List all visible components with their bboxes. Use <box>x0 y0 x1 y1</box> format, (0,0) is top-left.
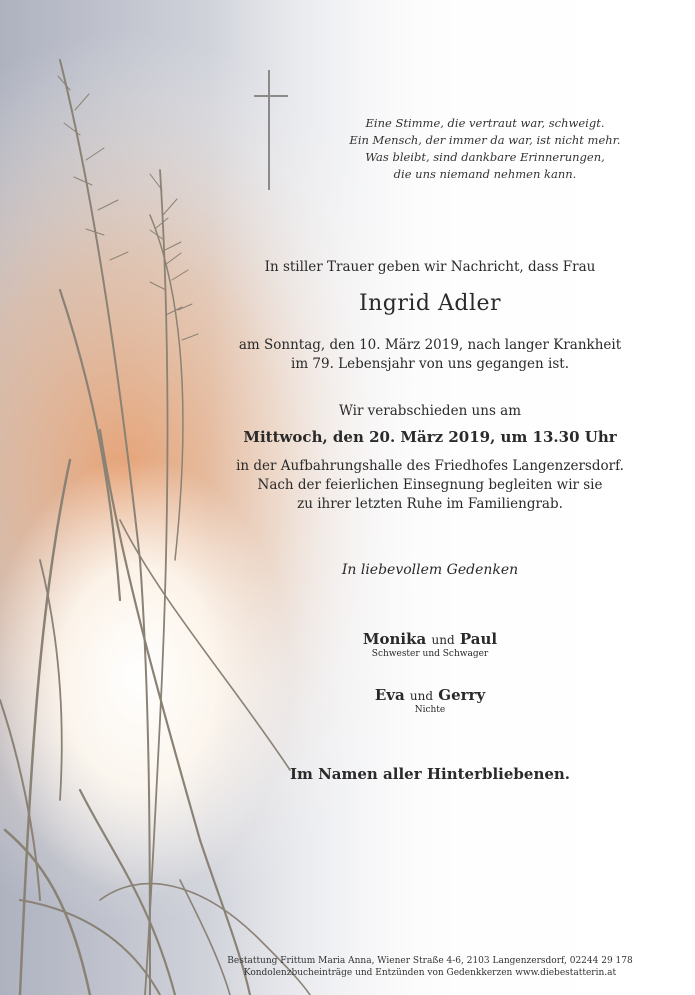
location-line: Nach der feierlichen Einsegnung begleiten wir sie <box>257 477 603 493</box>
poem-line: Eine Stimme, die vertraut war, schweigt. <box>365 116 605 130</box>
mourner-und: und <box>431 633 455 647</box>
poem-line: Was bleibt, sind dankbare Erinnerungen, <box>365 150 605 164</box>
footer-line: Bestattung Frittum Maria Anna, Wiener Straße 4-6, 2103 Langenzersdorf, 02244 29 178 <box>227 956 633 966</box>
funeral-date: Mittwoch, den 20. März 2019, um 13.30 Uhr <box>243 428 617 446</box>
memorial-text: In liebevollem Gedenken <box>341 562 519 578</box>
location-text <box>200 457 660 514</box>
location-line: in der Aufbahrungshalle des Friedhofes Langenzersdorf. <box>236 458 624 474</box>
mourner-relation: Schwester und Schwager <box>371 649 489 659</box>
mourner-first: Eva <box>374 686 405 704</box>
deceased-name: Ingrid Adler <box>358 291 502 316</box>
poem <box>300 115 670 183</box>
intro-text: In stiller Trauer geben wir Nachricht, dass Frau <box>264 259 596 275</box>
poem-line: Ein Mensch, der immer da war, ist nicht mehr. <box>349 133 621 147</box>
mourner-first: Monika <box>362 630 427 648</box>
poem-line: die uns niemand nehmen kann. <box>393 167 577 181</box>
location-line: zu ihrer letzten Ruhe im Familiengrab. <box>297 496 563 512</box>
mourner-entry <box>200 630 660 660</box>
mourner-relation: Nichte <box>414 705 446 715</box>
footer <box>200 955 660 979</box>
death-line: im 79. Lebensjahr von uns gegangen ist. <box>291 356 569 372</box>
mourner-entry <box>200 686 660 716</box>
closing-text: Im Namen aller Hinterbliebenen. <box>289 765 571 783</box>
mourner-second: Paul <box>459 630 498 648</box>
mourner-second: Gerry <box>438 686 486 704</box>
mourner-und: und <box>409 689 434 703</box>
farewell-intro: Wir verabschieden uns am <box>338 403 522 419</box>
footer-line: Kondolenzbucheinträge und Entzünden von Gedenkkerzen www.diebestatterin.at <box>243 968 617 978</box>
death-line: am Sonntag, den 10. März 2019, nach langer Krankheit <box>238 337 622 353</box>
death-notice <box>200 336 660 374</box>
